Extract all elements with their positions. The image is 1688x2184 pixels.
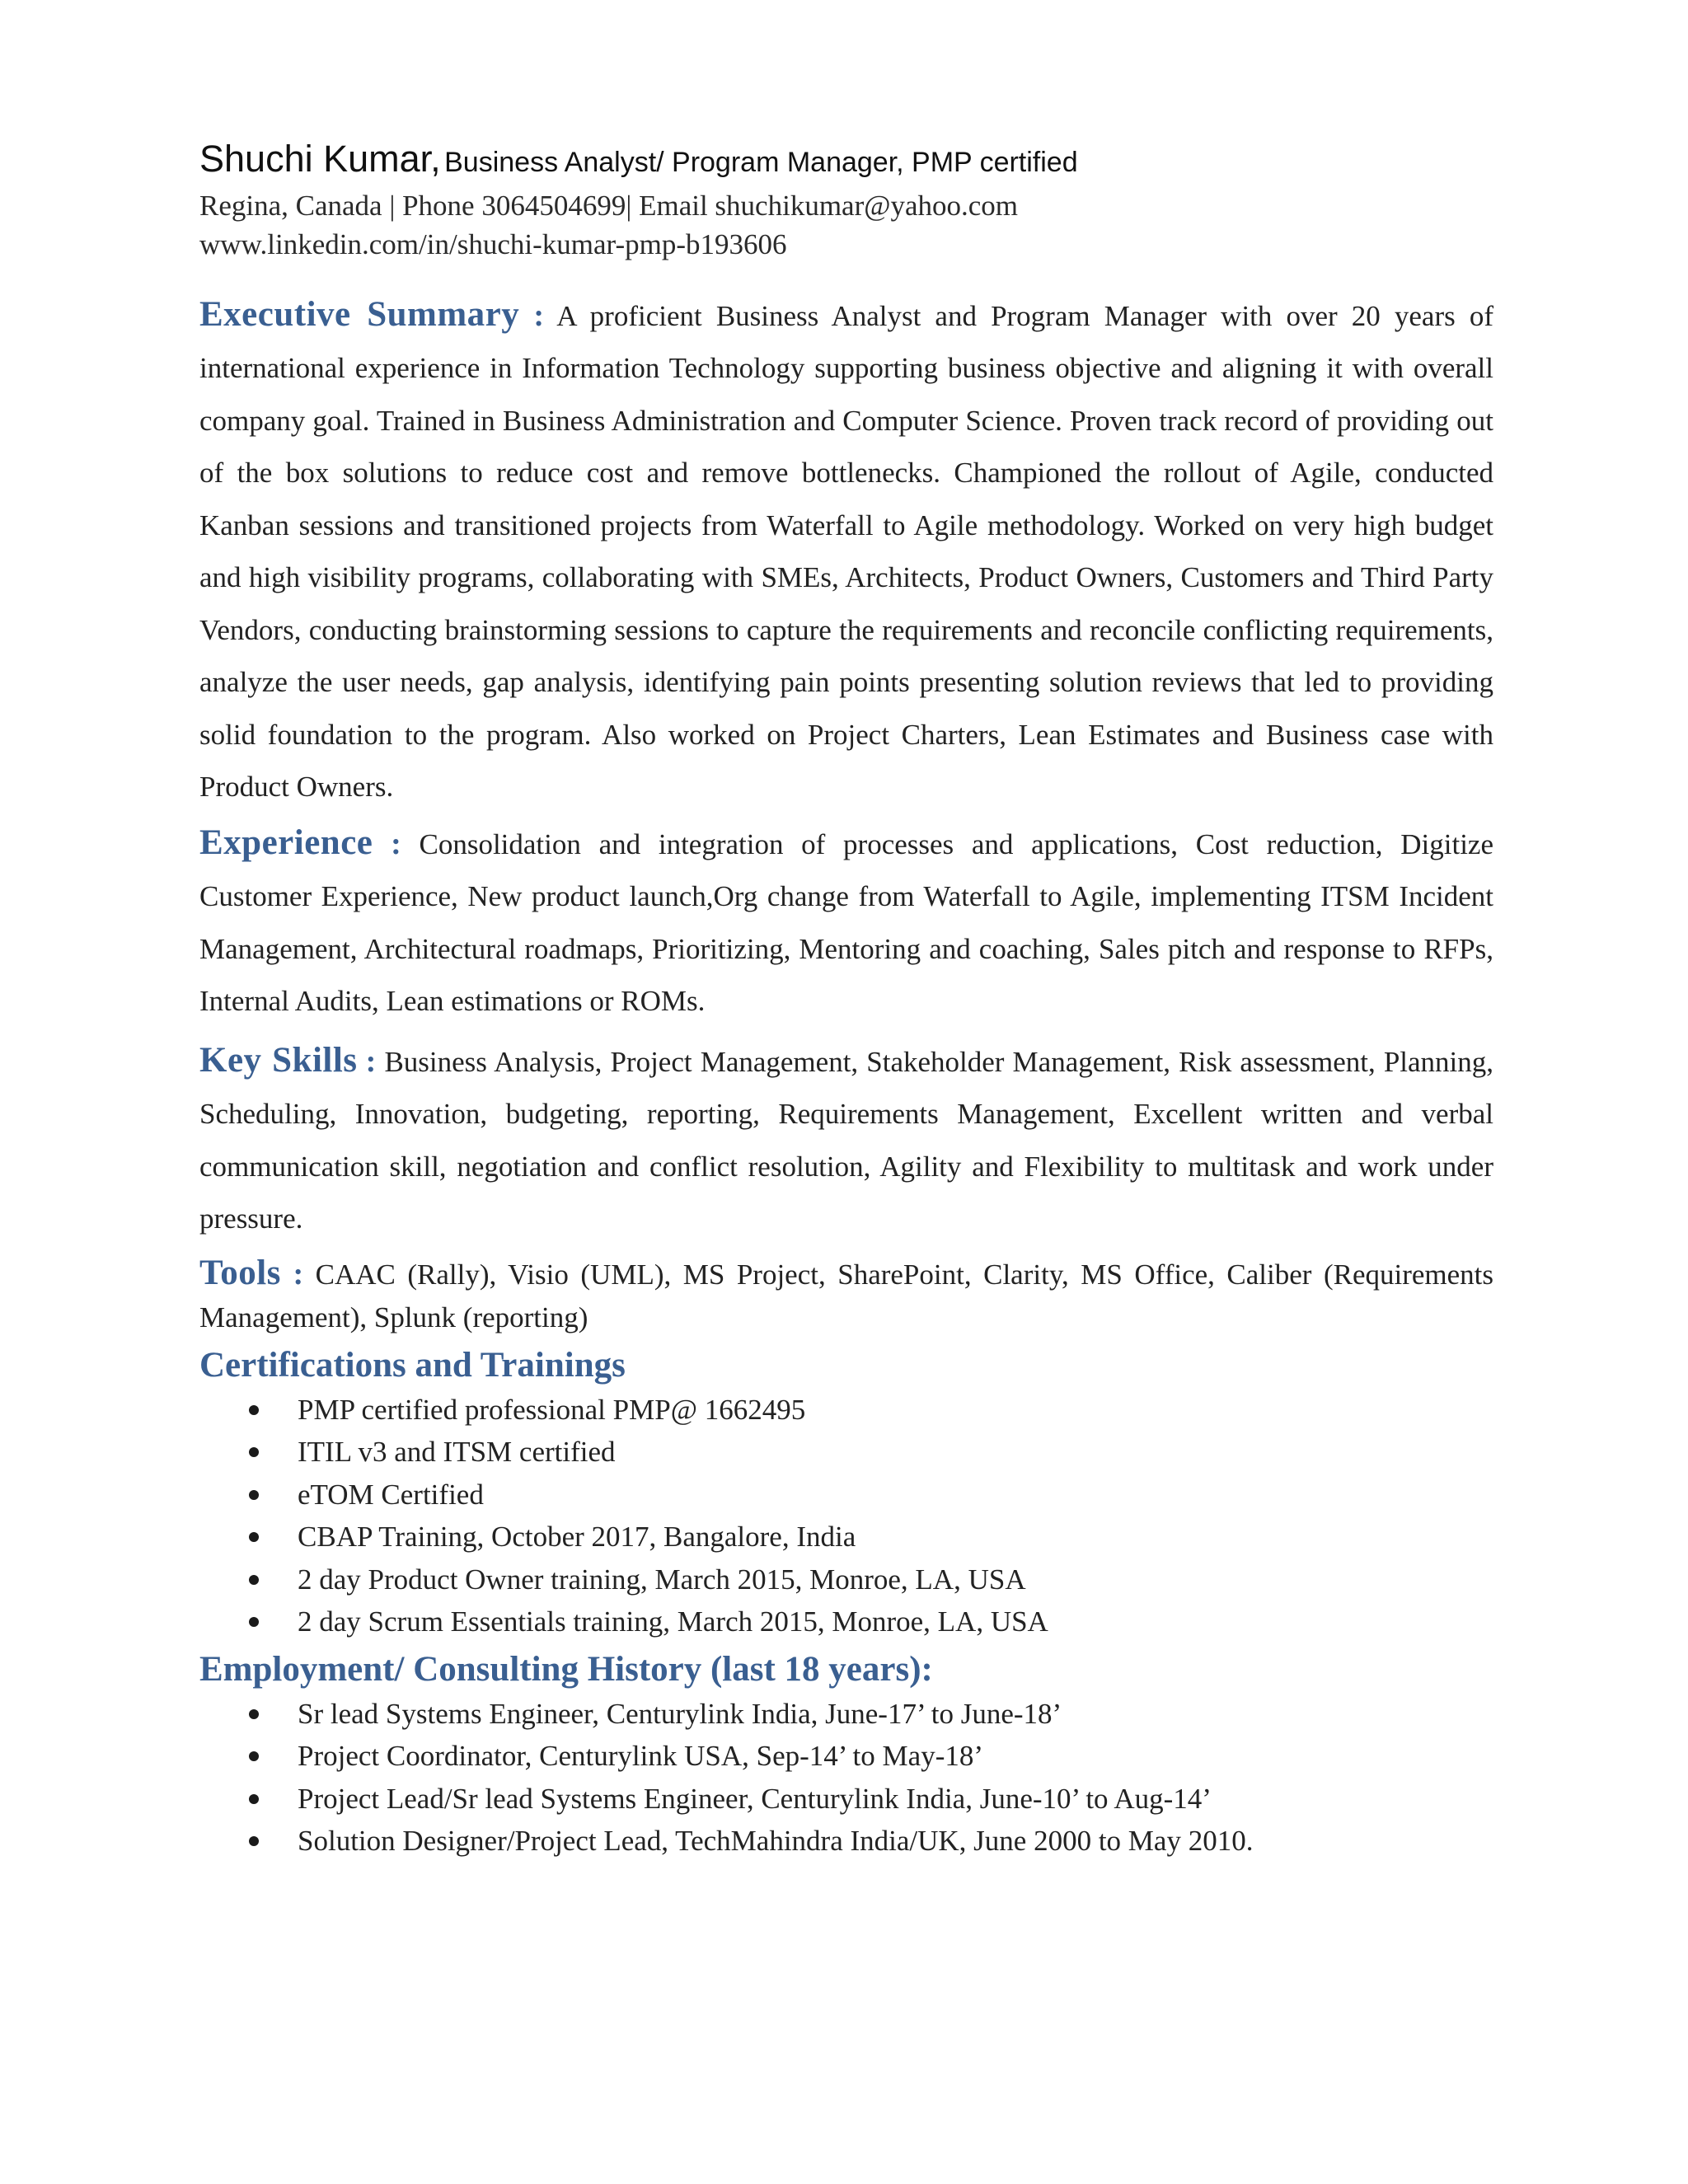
employment-list — [199, 1693, 1493, 1863]
list-item — [249, 1601, 1493, 1643]
bullet-icon — [249, 1836, 259, 1846]
contact-line: Regina, Canada | Phone 3064504699| Email shuchikumar@yahoo.com — [199, 189, 1019, 222]
bullet-icon — [249, 1751, 259, 1761]
employment-text: Sr lead Systems Engineer, Centurylink India, June-17’ to June-18’ — [298, 1697, 1062, 1730]
name-title-line — [199, 138, 1493, 180]
key-skills-section — [199, 1034, 1493, 1245]
list-item — [249, 1820, 1493, 1863]
contact-block — [199, 186, 1493, 264]
bullet-icon — [249, 1405, 259, 1415]
key-skills-text: Business Analysis, Project Management, Stakeholder Management, Risk assessment, Planning, Scheduling, Innovation, budgeting, reporting, Requirements Management, Excellent written and verbal communication skill, negotiation and conflict resolution, Agility and Flexibility to multitask and work under pressure. — [199, 1045, 1494, 1235]
linkedin-url: www.linkedin.com/in/shuchi-kumar-pmp-b193606 — [199, 227, 787, 260]
key-skills-heading: Key Skills — [199, 1040, 358, 1080]
candidate-name: Shuchi Kumar, — [199, 138, 441, 180]
experience-separator: : — [391, 826, 401, 861]
employment-heading: Employment/ Consulting History (last 18 years): — [199, 1649, 933, 1689]
key-skills-separator: : — [365, 1043, 377, 1079]
experience-heading: Experience — [199, 823, 373, 862]
tools-heading: Tools — [199, 1253, 281, 1292]
certification-text: 2 day Scrum Essentials training, March 2015, Monroe, LA, USA — [298, 1605, 1048, 1638]
list-item — [249, 1735, 1493, 1778]
certifications-heading: Certifications and Trainings — [199, 1345, 626, 1385]
bullet-icon — [249, 1447, 259, 1457]
bullet-icon — [249, 1532, 259, 1542]
certification-text: CBAP Training, October 2017, Bangalore, India — [298, 1521, 856, 1553]
employment-text: Project Coordinator, Centurylink USA, Sep-14’ to May-18’ — [298, 1740, 984, 1772]
list-item — [249, 1389, 1493, 1432]
employment-text: Project Lead/Sr lead Systems Engineer, Centurylink India, June-10’ to Aug-14’ — [298, 1782, 1212, 1815]
list-item — [249, 1693, 1493, 1736]
employment-text: Solution Designer/Project Lead, TechMahindra India/UK, June 2000 to May 2010. — [298, 1825, 1254, 1857]
tools-separator: : — [293, 1256, 304, 1291]
tools-section — [199, 1252, 1493, 1339]
bullet-icon — [249, 1617, 259, 1627]
bullet-icon — [249, 1709, 259, 1719]
tools-text: CAAC (Rally), Visio (UML), MS Project, SharePoint, Clarity, MS Office, Caliber (Requirements Management), Splunk (reporting) — [199, 1258, 1493, 1333]
bullet-icon — [249, 1575, 259, 1585]
bullet-icon — [249, 1490, 259, 1500]
list-item — [249, 1431, 1493, 1474]
certification-text: PMP certified professional PMP@ 1662495 — [298, 1393, 806, 1426]
experience-text: Consolidation and integration of processes and applications, Cost reduction, Digitize Customer Experience, New product launch,Org change from Waterfall to Agile, implementing ITSM Incident Management, Architectural roadmaps, Prioritizing, Mentoring and coaching, Sales pitch and response to RFPs, Internal Audits, Lean estimations or ROMs. — [199, 827, 1494, 1017]
list-item — [249, 1558, 1493, 1601]
list-item — [249, 1474, 1493, 1516]
resume-content — [199, 138, 1493, 1863]
list-item — [249, 1778, 1493, 1821]
certification-text: 2 day Product Owner training, March 2015, Monroe, LA, USA — [298, 1563, 1026, 1596]
executive-summary-separator: : — [533, 298, 545, 333]
list-item — [249, 1516, 1493, 1558]
certifications-list — [199, 1389, 1493, 1643]
executive-summary-section — [199, 288, 1493, 813]
certification-text: eTOM Certified — [298, 1478, 484, 1511]
executive-summary-text: A proficient Business Analyst and Program Manager with over 20 years of international experience in Information Technology supporting business objective and aligning it with overall company goal. Trained in Business Administration and Computer Science. Proven track record of providing out of the box solutions to reduce cost and remove bottlenecks. Championed the rollout of Agile, conducted Kanban sessions and transitioned projects from Waterfall to Agile methodology. Worked on very high budget and high visibility programs, collaborating with SMEs, Architects, Product Owners, Customers and Third Party Vendors, conducting brainstorming sessions to capture the requirements and reconcile conflicting requirements, analyze the user needs, gap analysis, identifying pain points presenting solution reviews that led to providing solid foundation to the program. Also worked on Project Charters, Lean Estimates and Business case with Product Owners. — [199, 299, 1493, 803]
experience-section — [199, 817, 1493, 1028]
executive-summary-heading: Executive Summary — [199, 294, 520, 334]
bullet-icon — [249, 1794, 259, 1804]
certification-text: ITIL v3 and ITSM certified — [298, 1436, 616, 1468]
candidate-title: Business Analyst/ Program Manager, PMP certified — [444, 147, 1078, 178]
